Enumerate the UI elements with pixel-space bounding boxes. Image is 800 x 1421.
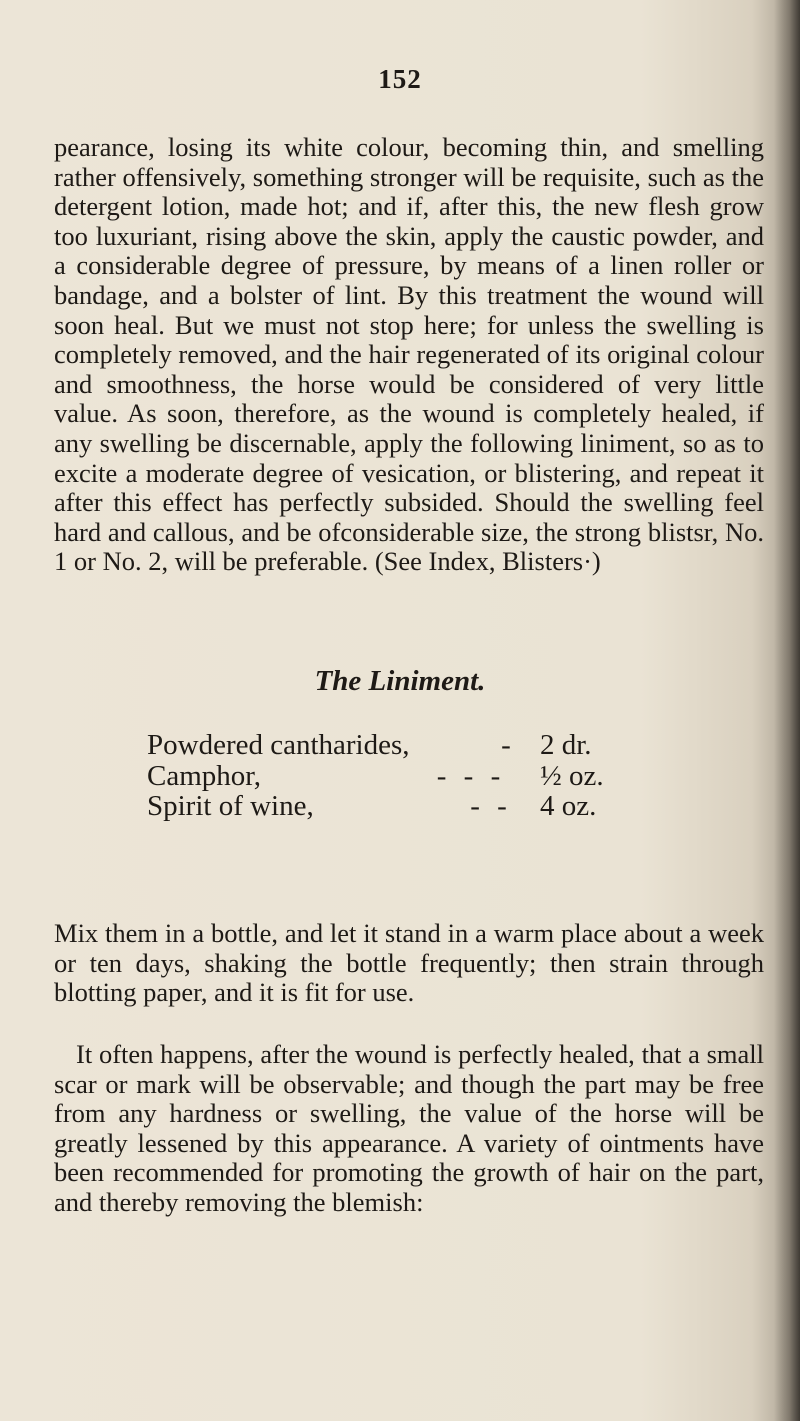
- ingredient-quantity: 4 oz.: [540, 790, 597, 822]
- paragraph-2: Mix them in a bottle, and let it stand in a warm place about a week or ten days, shaking the bottle frequently; then strain through blotting paper, and it is fit for use.: [54, 918, 764, 1008]
- ingredient-list: [147, 730, 707, 822]
- ingredient-quantity: ½ oz.: [540, 759, 604, 792]
- ingredient-row: [147, 761, 707, 792]
- ingredient-name: Spirit of wine,: [147, 790, 314, 822]
- ingredient-row: [147, 730, 707, 761]
- ingredient-quantity: 2 dr.: [540, 729, 592, 761]
- ingredient-name: Camphor,: [147, 759, 262, 792]
- page-edge-shadow: [774, 0, 800, 1421]
- paragraph-3: It often happens, after the wound is perfectly healed, that a small scar or mark will be observable; and though the part may be free from any hardness or swelling, the value of the horse will be greatly lessened by this appearance. A variety of ointments have been recommended for promoting the growth of hair on the part, and thereby removing the blemish:: [54, 1039, 764, 1217]
- ingredient-leader: - -: [470, 790, 507, 822]
- liniment-heading: The Liniment.: [314, 665, 486, 697]
- paragraph-1: pearance, losing its white colour, becoming thin, and smelling rather offensively, something stronger will be requisite, such as the detergent lotion, made hot; and if, after this, the new flesh grow too luxuriant, rising above the skin, apply the caustic powder, and a considerable degree of pressure, by means of a linen roller or bandage, and a bolster of lint. By this treatment the wound will soon heal. But we must not stop here; for unless the swelling is completely removed, and the hair regenerated of its original colour and smoothness, the horse would be considered of very little value. As soon, therefore, as the wound is completely healed, if any swelling be discernable, apply the following liniment, so as to excite a moderate degree of vesication, or blistering, and repeat it after this effect has perfectly subsided. Should the swelling feel hard and callous, and be ofconsiderable size, the strong blistsr, No. 1 or No. 2, will be preferable. (See Index, Blisters·): [54, 132, 764, 577]
- ingredient-leader: -: [501, 729, 511, 761]
- ingredient-name: Powdered cantharides,: [147, 729, 410, 761]
- ingredient-row: [147, 791, 707, 822]
- ingredient-leader: - - -: [436, 759, 501, 792]
- page-number: 152: [378, 64, 422, 94]
